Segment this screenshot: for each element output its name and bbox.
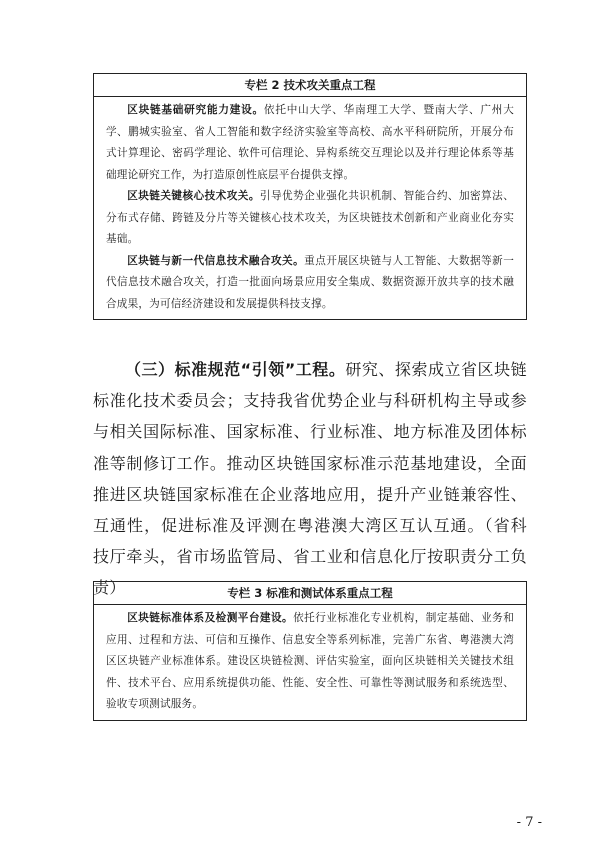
paragraph-text: 引导优势企业强化共识机制、智能合约、加密算法、分布式存储、跨链及分片等关键核心技术攻关，为区块链技术创新和产业商业化夯实基础。 xyxy=(106,190,514,245)
column-box-3-title: 专栏 3 标准和测试体系重点工程 xyxy=(94,582,526,605)
section-heading: （三）标准规范“引领”工程。 xyxy=(125,360,346,379)
box-paragraph xyxy=(106,186,514,251)
paragraph-text: 依托中山大学、华南理工大学、暨南大学、广州大学、鹏城实验室、省人工智能和数字经济实验室等高校、高水平科研院所，开展分布式计算理论、密码学理论、软件可信理论、异构系统交互理论以及并行理论体系等基础理论研究工作，为打造原创性底层平台提供支撑。 xyxy=(106,104,514,181)
paragraph-lead: 区块链关键核心技术攻关。 xyxy=(127,190,260,202)
paragraph-text: 依托行业标准化专业机构，制定基础、业务和应用、过程和方法、可信和互操作、信息安全等系列标准，完善广东省、粤港澳大湾区区块链产业标准体系。建设区块链检测、评估实验室，面向区块链相关关键技术组件、技术平台、应用系统提供功能、性能、安全性、可靠性等测试服务和系统选型、验收专项测试服务。 xyxy=(106,612,514,710)
paragraph-lead: 区块链标准体系及检测平台建设。 xyxy=(127,612,294,624)
column-box-2-body xyxy=(94,97,526,319)
paragraph-lead: 区块链与新一代信息技术融合攻关。 xyxy=(127,254,305,267)
paragraph-lead: 区块链基础研究能力建设。 xyxy=(127,104,264,116)
box-paragraph xyxy=(106,251,514,316)
body-paragraph xyxy=(93,354,527,604)
section-text: 研究、探索成立省区块链标准化技术委员会；支持我省优势企业与科研机构主导或参与相关国际标准、国家标准、行业标准、地方标准及团体标准等制修订工作。推动区块链国家标准示范基地建设，全面推进区块链国家标准在企业落地应用，提升产业链兼容性、互通性，促进标准及评测在粤港澳大湾区互认互通。（省科技厅牵头，省市场监管局、省工业和信息化厅按职责分工负责） xyxy=(93,360,527,598)
box-paragraph xyxy=(106,100,514,186)
paragraph-text: 重点开展区块链与人工智能、大数据等新一代信息技术融合攻关，打造一批面向场景应用安全集成、数据资源开放共享的技术融合成果，为可信经济建设和发展提供科技支撑。 xyxy=(106,254,514,310)
box-paragraph xyxy=(106,608,514,716)
column-box-3-body xyxy=(94,605,526,720)
page-number: - 7 - xyxy=(516,815,542,830)
column-box-2-title: 专栏 2 技术攻关重点工程 xyxy=(94,74,526,97)
column-box-3 xyxy=(93,581,527,721)
column-box-2 xyxy=(93,73,527,320)
